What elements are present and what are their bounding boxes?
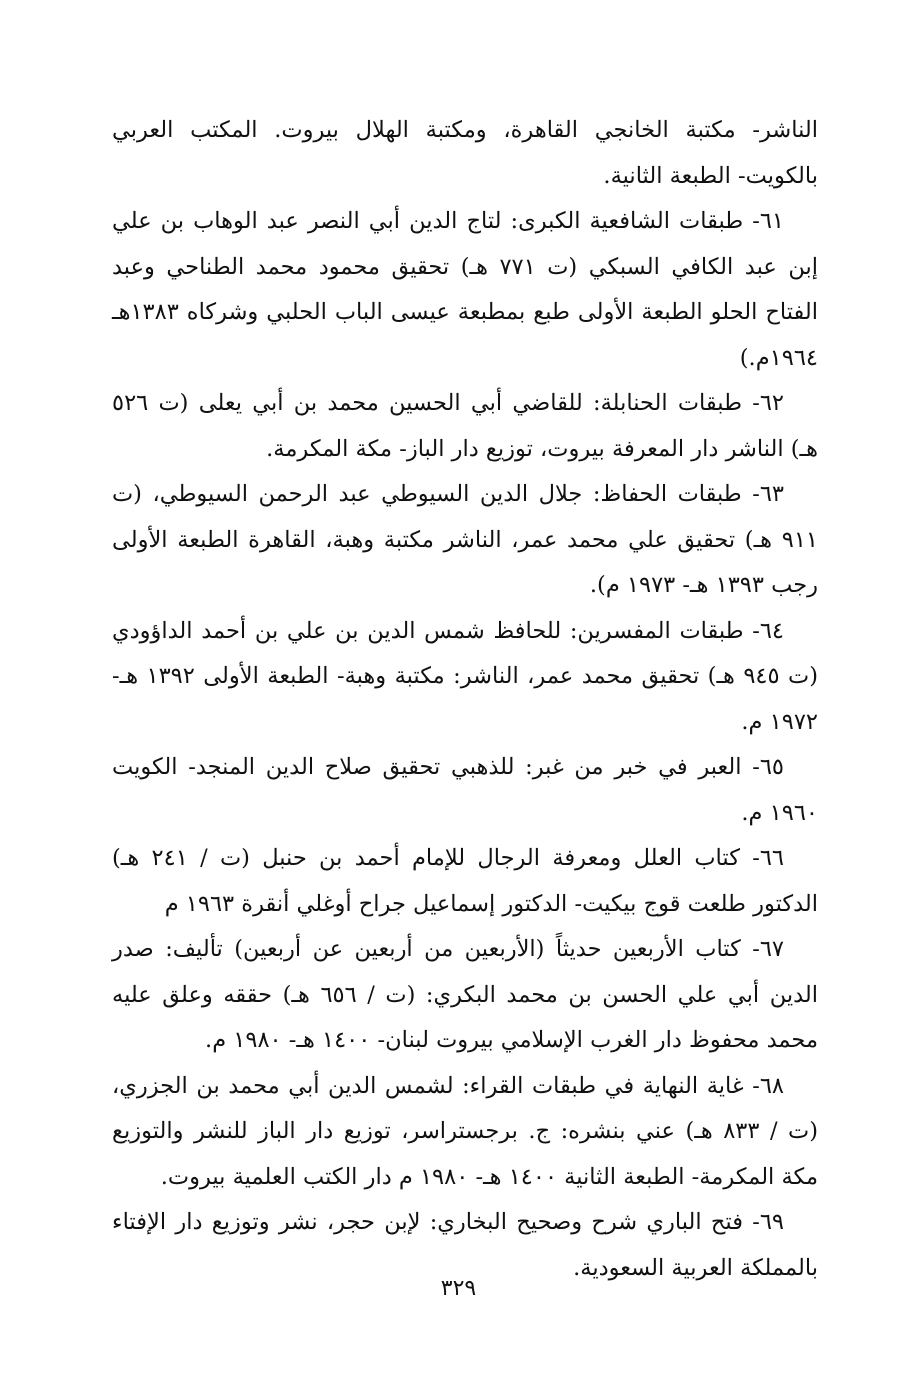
bibliography-page: [112, 108, 818, 1291]
bibliography-entry-62: ٦٢- طبقات الحنابلة: للقاضي أبي الحسين محمد بن أبي يعلى (ت ٥٢٦ هـ) الناشر دار المعرفة بيروت، توزيع دار الباز- مكة المكرمة.: [112, 390, 818, 462]
page-number: ٣٢٩: [440, 1276, 477, 1301]
bibliography-entry-66: ٦٦- كتاب العلل ومعرفة الرجال للإمام أحمد بن حنبل (ت / ٢٤١ هـ) الدكتور طلعت قوج بيكيت- الدكتور إسماعيل جراح أوغلي أنقرة ١٩٦٣ م: [112, 845, 818, 917]
bibliography-entry-64: ٦٤- طبقات المفسرين: للحافظ شمس الدين بن علي بن أحمد الداؤودي (ت ٩٤٥ هـ) تحقيق محمد عمر، الناشر: مكتبة وهبة- الطبعة الأولى ١٣٩٢ هـ- ١٩٧٢ م.: [112, 617, 818, 735]
bibliography-entry-67: ٦٧- كتاب الأربعين حديثاً (الأربعين من أربعين عن أربعين) تأليف: صدر الدين أبي علي الحسن بن محمد البكري: (ت / ٦٥٦ هـ) حققه وعلق عليه محمد محفوظ دار الغرب الإسلامي بيروت لبنان- ١٤٠٠ هـ- ١٩٨٠ م.: [112, 936, 819, 1053]
bibliography-entry-continuation: الناشر- مكتبة الخانجي القاهرة، ومكتبة الهلال بيروت. المكتب العربي بالكويت- الطبعة الثانية.: [112, 117, 818, 189]
bibliography-entry-69: ٦٩- فتح الباري شرح وصحيح البخاري: لإبن حجر، نشر وتوزيع دار الإفتاء بالمملكة العربية السعودية.: [112, 1209, 818, 1281]
bibliography-entry-68: ٦٨- غاية النهاية في طبقات القراء: لشمس الدين أبي محمد بن الجزري، (ت / ٨٣٣ هـ) عني بنشره: ج. برجستراسر، توزيع دار الباز للنشر والتوزيع مكة المكرمة- الطبعة الثانية ١٤٠٠ هـ- ١٩٨٠ م دار الكتب العلمية بيروت.: [112, 1072, 818, 1190]
bibliography-entry-65: ٦٥- العبر في خبر من غبر: للذهبي تحقيق صلاح الدين المنجد- الكويت ١٩٦٠ م.: [112, 754, 818, 826]
bibliography-entry-61: ٦١- طبقات الشافعية الكبرى: لتاج الدين أبي النصر عبد الوهاب بن علي إبن عبد الكافي السبكي (ت ٧٧١ هـ) تحقيق محمود محمد الطناحي وعبد الفتاح الحلو الطبعة الأولى طبع بمطبعة عيسى الباب الحلبي وشركاه ١٣٨٣هـ ١٩٦٤م.): [112, 208, 818, 371]
bibliography-entry-63: ٦٣- طبقات الحفاظ: جلال الدين السيوطي عبد الرحمن السيوطي، (ت ٩١١ هـ) تحقيق علي محمد عمر، الناشر مكتبة وهبة، القاهرة الطبعة الأولى رجب ١٣٩٣ هـ- ١٩٧٣ م).: [112, 481, 818, 598]
